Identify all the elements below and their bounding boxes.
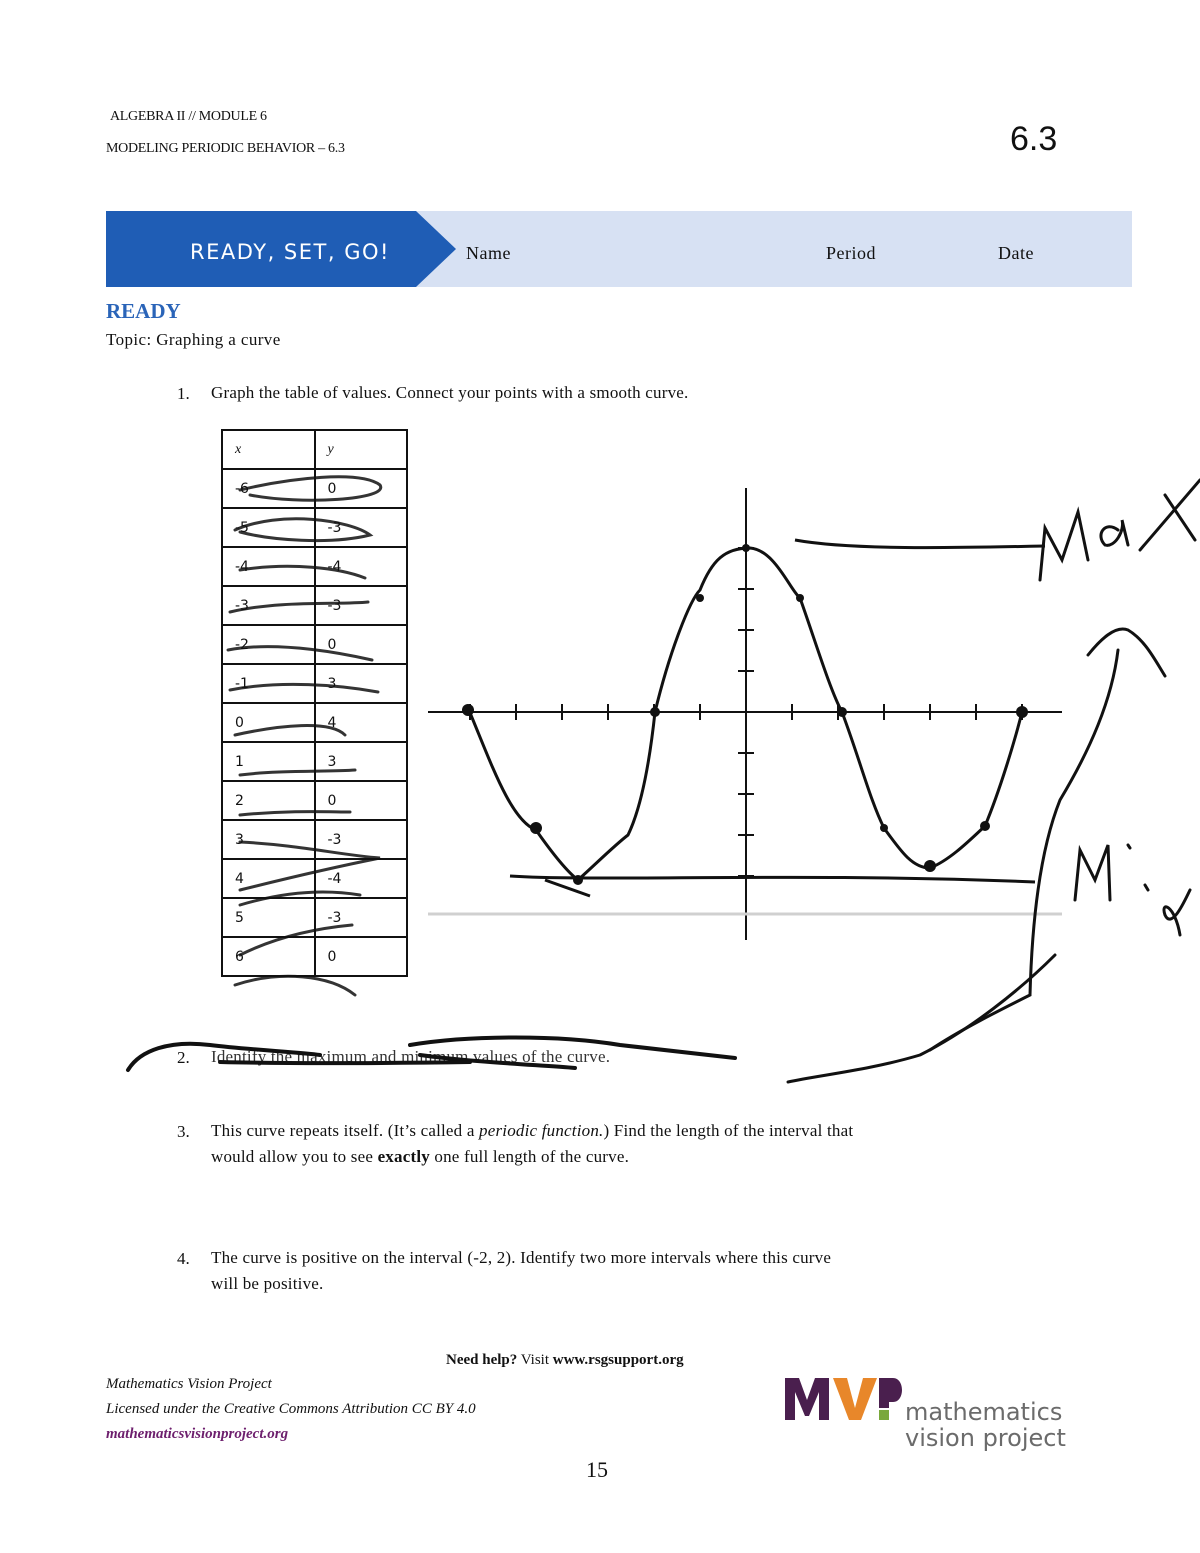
min-line (510, 876, 1035, 882)
min-handwriting (1075, 845, 1190, 935)
table-cell-y: -4 (315, 859, 408, 898)
table-row (222, 742, 407, 781)
table-row (222, 859, 407, 898)
question-4-line-2: will be positive. (211, 1274, 324, 1293)
table-cell-x: -1 (222, 664, 315, 703)
ready-heading: READY (106, 299, 181, 323)
question-3-italic: periodic function. (479, 1121, 604, 1140)
question-3-text-a: This curve repeats itself. (It’s called a (211, 1121, 480, 1140)
question-3-bold: exactly (377, 1147, 430, 1166)
section-number: 6.3 (1010, 120, 1058, 158)
table-row (222, 781, 407, 820)
table-row (222, 820, 407, 859)
question-3-line-2 (211, 1144, 629, 1170)
values-table (221, 429, 408, 977)
table-cell-y: 0 (315, 781, 408, 820)
table-cell-x: 0 (222, 703, 315, 742)
table-cell-y: 4 (315, 703, 408, 742)
table-cell-x: -6 (222, 469, 315, 508)
license-text: Licensed under the Creative Commons Attribution CC BY 4.0 (106, 1401, 476, 1417)
period-field-label[interactable]: Period (826, 243, 876, 263)
question-2-text: Identify the maximum and minimum values of the curve. (211, 1047, 611, 1066)
table-row (222, 703, 407, 742)
course-header: ALGEBRA II // MODULE 6 (110, 109, 267, 124)
table-row (222, 625, 407, 664)
plotted-points (462, 544, 1028, 885)
table-cell-y: -3 (315, 898, 408, 937)
table-row (222, 586, 407, 625)
question-3-text-b: ) Find the length of the interval that (603, 1121, 854, 1140)
table-cell-x: 3 (222, 820, 315, 859)
table-cell-x: 2 (222, 781, 315, 820)
mvp-logo-icon (785, 1378, 905, 1423)
table-cell-x: -4 (222, 547, 315, 586)
min-underline (545, 880, 590, 896)
project-name: Mathematics Vision Project (106, 1376, 272, 1392)
lesson-header: MODELING PERIODIC BEHAVIOR – 6.3 (106, 141, 345, 156)
table-cell-y: 0 (315, 469, 408, 508)
question-1-number: 1. (177, 384, 190, 403)
table-header-y: y (315, 430, 408, 469)
handwritten-curve (468, 548, 1022, 880)
table-cell-x: -2 (222, 625, 315, 664)
logo-word-2: vision project (905, 1424, 1066, 1452)
help-visit: Visit (517, 1352, 553, 1368)
table-cell-x: 4 (222, 859, 315, 898)
question-1-text: Graph the table of values. Connect your points with a smooth curve. (211, 383, 689, 402)
page-number: 15 (586, 1457, 608, 1482)
logo-word-1: mathematics (905, 1398, 1063, 1426)
coordinate-axes (428, 488, 1062, 940)
table-cell-y: -4 (315, 547, 408, 586)
table-row (222, 469, 407, 508)
table-cell-y: 0 (315, 937, 408, 976)
question-4-line-1: The curve is positive on the interval (-2, 2). Identify two more intervals where this curve (211, 1248, 832, 1267)
question-2-number: 2. (177, 1048, 190, 1067)
table-row (222, 508, 407, 547)
table-cell-y: 3 (315, 664, 408, 703)
max-handwriting (1040, 480, 1200, 580)
date-field-label[interactable]: Date (998, 243, 1034, 263)
table-cell-y: -3 (315, 508, 408, 547)
question-3-number: 3. (177, 1122, 190, 1141)
table-row (222, 937, 407, 976)
help-prefix: Need help? (446, 1352, 518, 1368)
max-line (795, 540, 1045, 548)
table-cell-y: -3 (315, 820, 408, 859)
table-row (222, 664, 407, 703)
question-3-text-c: would allow you to see (211, 1147, 378, 1166)
table-cell-y: 3 (315, 742, 408, 781)
table-cell-x: -3 (222, 586, 315, 625)
help-url-link[interactable]: www.rsgsupport.org (552, 1352, 684, 1368)
table-cell-x: 1 (222, 742, 315, 781)
question-3-text-d: one full length of the curve. (429, 1147, 630, 1166)
table-header-x: x (222, 430, 315, 469)
question-3-line-1 (211, 1118, 853, 1144)
table-cell-x: 6 (222, 937, 315, 976)
topic-line: Topic: Graphing a curve (106, 330, 281, 349)
banner-title: READY, SET, GO! (190, 240, 390, 264)
arrow-scribble (788, 629, 1165, 1082)
table-row (222, 898, 407, 937)
site-link[interactable]: mathematicsvisionproject.org (106, 1426, 289, 1442)
name-field-label[interactable]: Name (466, 243, 511, 263)
table-cell-y: -3 (315, 586, 408, 625)
table-cell-y: 0 (315, 625, 408, 664)
question-4-number: 4. (177, 1249, 190, 1268)
help-line (446, 1352, 684, 1369)
table-cell-x: 5 (222, 898, 315, 937)
table-cell-x: -5 (222, 508, 315, 547)
table-row (222, 547, 407, 586)
